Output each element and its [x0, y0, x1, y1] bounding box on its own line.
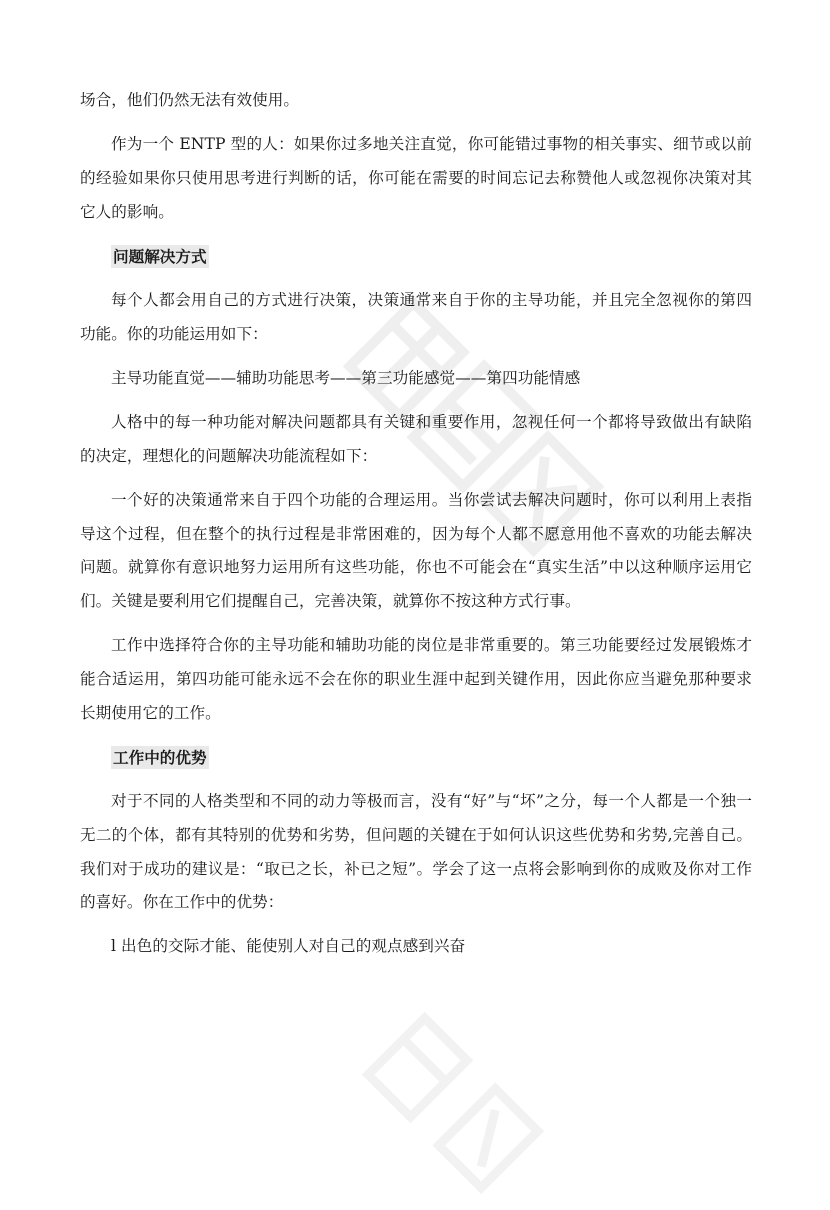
- paragraph-function-order: 主导功能直觉——辅助功能思考——第三功能感觉——第四功能情感: [111, 368, 581, 387]
- paragraph-job-choice: 工作中选择符合你的主导功能和辅助功能的岗位是非常重要的。第三功能要经过发展锻炼才能合适运用，第四功能可能永远不会在你的职业生涯中起到关键作用，因此你应当避免那种要求长期使用它的工作。: [80, 636, 752, 722]
- section-heading-label: 工作中的优势: [113, 747, 207, 767]
- paragraph-good-decision: 一个好的决策通常来自于四个功能的合理运用。当你尝试去解决问题时，你可以利用上表指导这个过程，但在整个的执行过程是非常困难的，因为每个人都不愿意用他不喜欢的功能去解决问题。就算你有意识地努力运用所有这些功能，你也不可能会在“真实生活”中以这种顺序运用它们。关键是要利用它们提醒自己，完善决策，就算你不按这种方式行事。: [80, 491, 752, 611]
- paragraph-strengths-intro: 对于不同的人格类型和不同的动力等极而言，没有“好”与“坏”之分，每一个人都是一个独一无二的个体，都有其特别的优势和劣势，但问题的关键在于如何认识这些优势和劣势,完善自己。我们对于成功的建议是：“取已之长，补已之短”。学会了这一点将会影响到你的成败及你对工作的喜好。你在工作中的优势：: [80, 792, 752, 912]
- document-body: [80, 84, 752, 964]
- watermark-logo-bottom: [330, 1010, 590, 1210]
- list-item-strength: l 出色的交际才能、能使别人对自己的观点感到兴奋: [111, 937, 466, 956]
- paragraph-function-importance: 人格中的每一种功能对解决问题都具有关键和重要作用，忽视任何一个都将导致做出有缺陷的决定，理想化的问题解决功能流程如下：: [80, 413, 752, 465]
- paragraph-decision-making: 每个人都会用自己的方式进行决策，决策通常来自于你的主导功能，并且完全忽视你的第四功能。你的功能运用如下：: [80, 291, 752, 343]
- section-heading-problem-solving: [80, 240, 752, 274]
- section-heading-work-strengths: [80, 741, 752, 775]
- paragraph-entp-note: 作为一个 ENTP 型的人：如果你过多地关注直觉，你可能错过事物的相关事实、细节或以前的经验如果你只使用思考进行判断的话，你可能在需要的时间忘记去称赞他人或忽视你决策对其它人的影响。: [80, 135, 752, 221]
- section-heading-label: 问题解决方式: [113, 246, 207, 266]
- paragraph-continuation: 场合，他们仍然无法有效使用。: [80, 91, 300, 109]
